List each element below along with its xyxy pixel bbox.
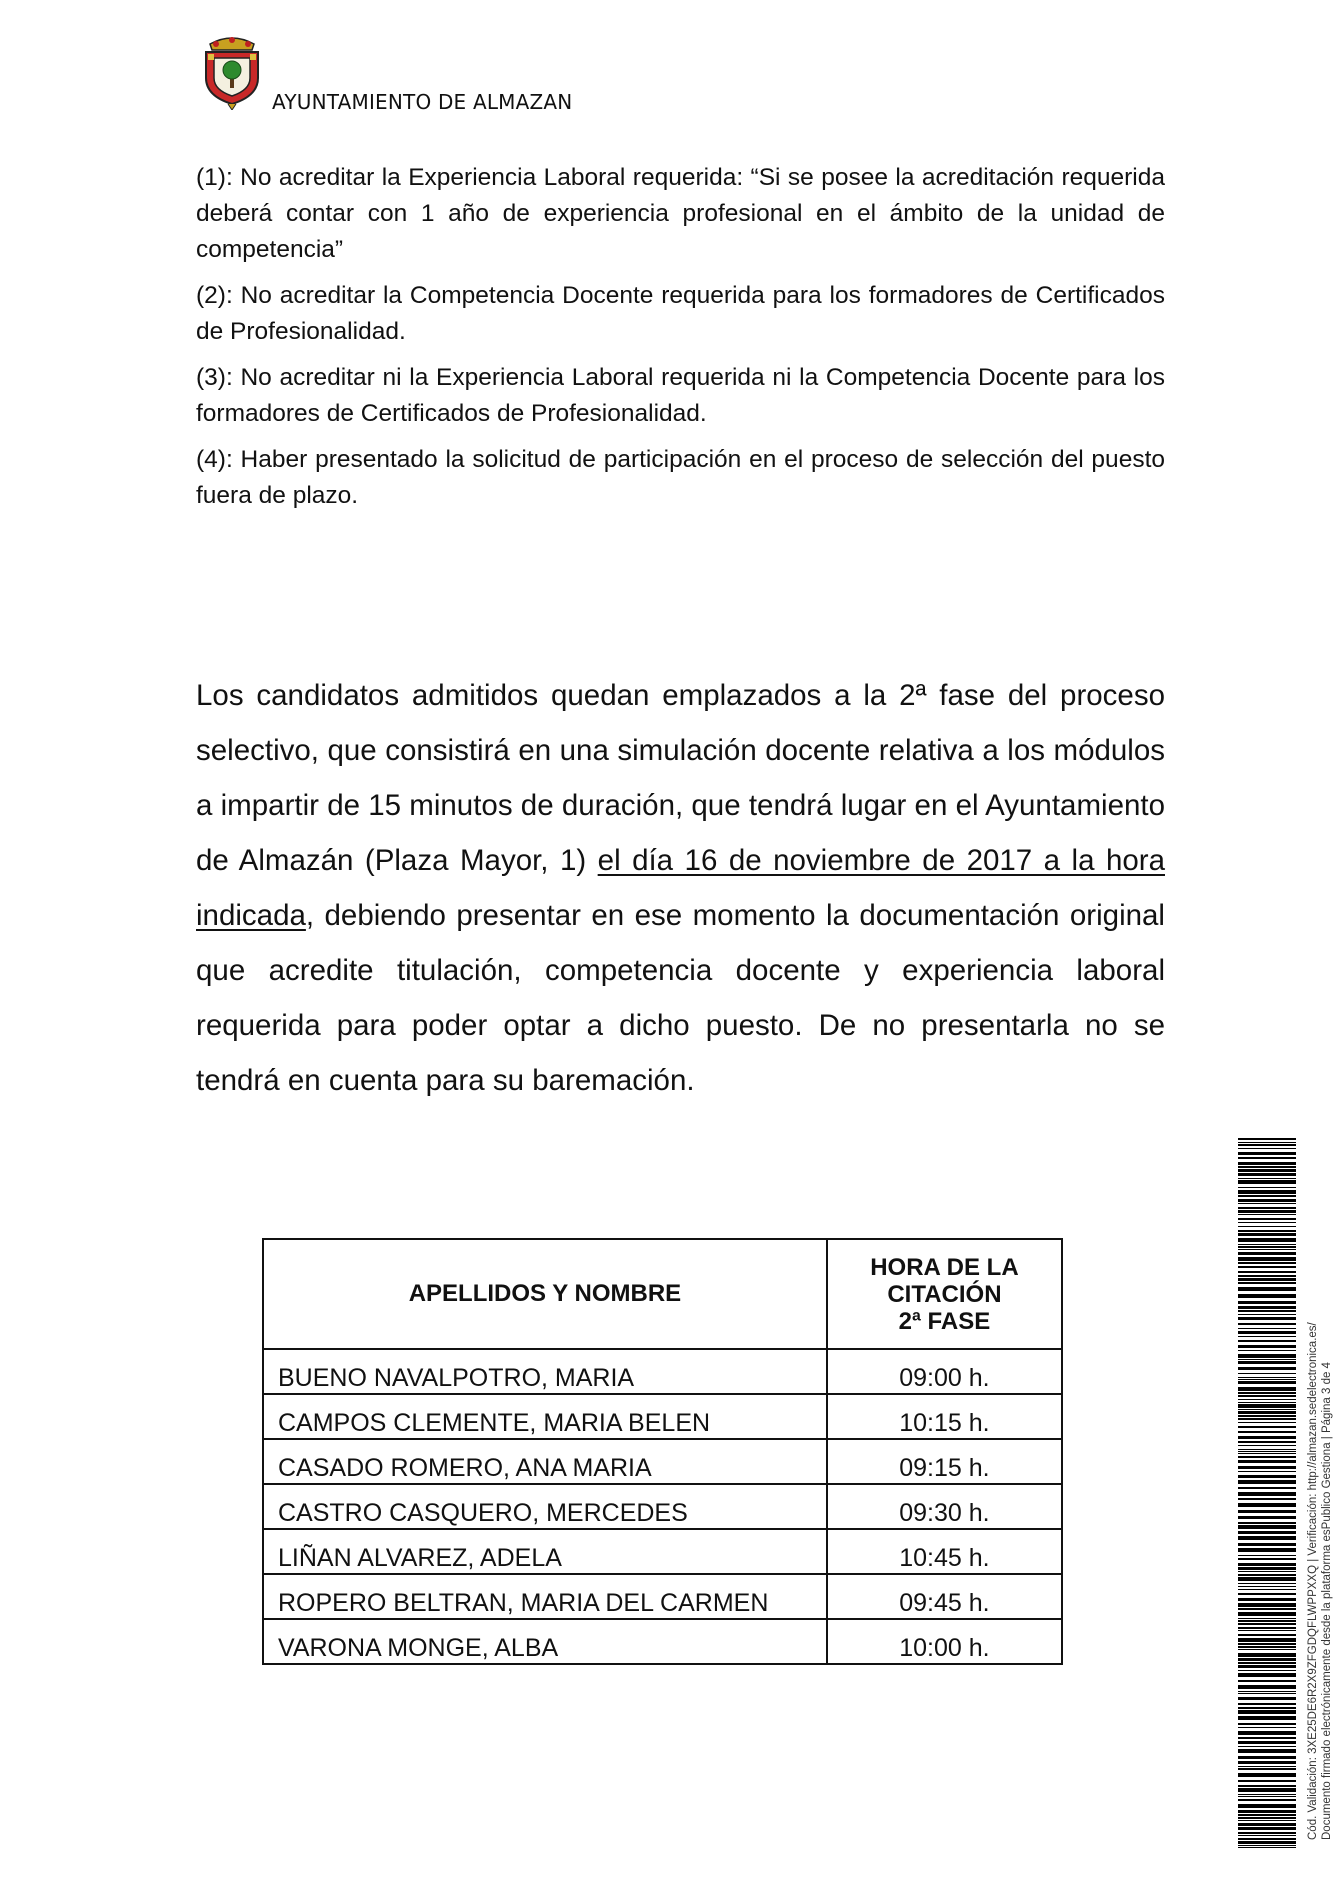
row-name: CASADO ROMERO, ANA MARIA bbox=[263, 1439, 827, 1484]
notes-list bbox=[196, 160, 1165, 524]
note-1: (1): No acreditar la Experiencia Laboral requerida: “Si se posee la acreditación requerida deberá contar con 1 año de experiencia profesional en el ámbito de la unidad de competencia” bbox=[196, 164, 1165, 263]
table-row bbox=[263, 1394, 1062, 1439]
table-header-row bbox=[263, 1239, 1062, 1349]
coat-of-arms-logo bbox=[196, 34, 268, 110]
organization-name: AYUNTAMIENTO DE ALMAZAN bbox=[272, 90, 573, 114]
row-name: CAMPOS CLEMENTE, MARIA BELEN bbox=[263, 1394, 827, 1439]
note-4: (4): Haber presentado la solicitud de participación en el proceso de selección del puesto fuera de plazo. bbox=[196, 446, 1165, 509]
row-time: 09:00 h. bbox=[827, 1349, 1062, 1394]
header-time bbox=[827, 1239, 1062, 1349]
row-name: ROPERO BELTRAN, MARIA DEL CARMEN bbox=[263, 1574, 827, 1619]
row-time: 10:15 h. bbox=[827, 1394, 1062, 1439]
table-row bbox=[263, 1484, 1062, 1529]
table-row bbox=[263, 1529, 1062, 1574]
intro-underlined-date: el día 16 de noviembre de 2017 a la hora indicada bbox=[196, 844, 1165, 932]
verification-line-1: Cód. Validación: 3XE25DE6R2X9ZFGDQFLWPPXXQ | Verificación: http://almazan.sedelectronica.es/ bbox=[1307, 1322, 1319, 1840]
row-time: 09:15 h. bbox=[827, 1439, 1062, 1484]
intro-text-after: , debiendo presentar en ese momento la documentación original que acredite titulación, competencia docente y experiencia laboral requerida para poder optar a dicho puesto. De no presentarla no se tendrá en cuenta para su baremación. bbox=[196, 899, 1165, 1097]
row-time: 09:45 h. bbox=[827, 1574, 1062, 1619]
table-row bbox=[263, 1349, 1062, 1394]
intro-text-before: Los candidatos admitidos quedan emplazados a la 2ª fase del proceso selectivo, que consistirá en una simulación docente relativa a los módulos a impartir de 15 minutos de duración, que tendrá lugar en el Ayuntamiento de Almazán (Plaza Mayor, 1) bbox=[196, 679, 1165, 877]
intro-paragraph bbox=[196, 668, 1165, 1108]
header-time-line3: 2ª FASE bbox=[898, 1307, 991, 1335]
header-time-line1: HORA DE LA bbox=[870, 1253, 1019, 1281]
row-time: 09:30 h. bbox=[827, 1484, 1062, 1529]
row-name: BUENO NAVALPOTRO, MARIA bbox=[263, 1349, 827, 1394]
note-2: (2): No acreditar la Competencia Docente requerida para los formadores de Certificados de Profesionalidad. bbox=[196, 282, 1165, 345]
verification-text bbox=[1306, 1230, 1334, 1840]
note-3: (3): No acreditar ni la Experiencia Laboral requerida ni la Competencia Docente para los formadores de Certificados de Profesionalidad. bbox=[196, 364, 1165, 427]
table-row bbox=[263, 1574, 1062, 1619]
header-name: APELLIDOS Y NOMBRE bbox=[263, 1239, 827, 1349]
header-time-line2: CITACIÓN bbox=[887, 1280, 1002, 1308]
row-name: LIÑAN ALVAREZ, ADELA bbox=[263, 1529, 827, 1574]
row-name: CASTRO CASQUERO, MERCEDES bbox=[263, 1484, 827, 1529]
citation-table bbox=[262, 1238, 1063, 1665]
validation-barcode bbox=[1238, 1138, 1296, 1848]
table-row bbox=[263, 1439, 1062, 1484]
row-time: 10:00 h. bbox=[827, 1619, 1062, 1664]
table-row bbox=[263, 1619, 1062, 1664]
row-name: VARONA MONGE, ALBA bbox=[263, 1619, 827, 1664]
row-time: 10:45 h. bbox=[827, 1529, 1062, 1574]
verification-line-2: Documento firmado electrónicamente desde la plataforma esPublico Gestiona | Página 3 de 4 bbox=[1321, 1362, 1333, 1840]
